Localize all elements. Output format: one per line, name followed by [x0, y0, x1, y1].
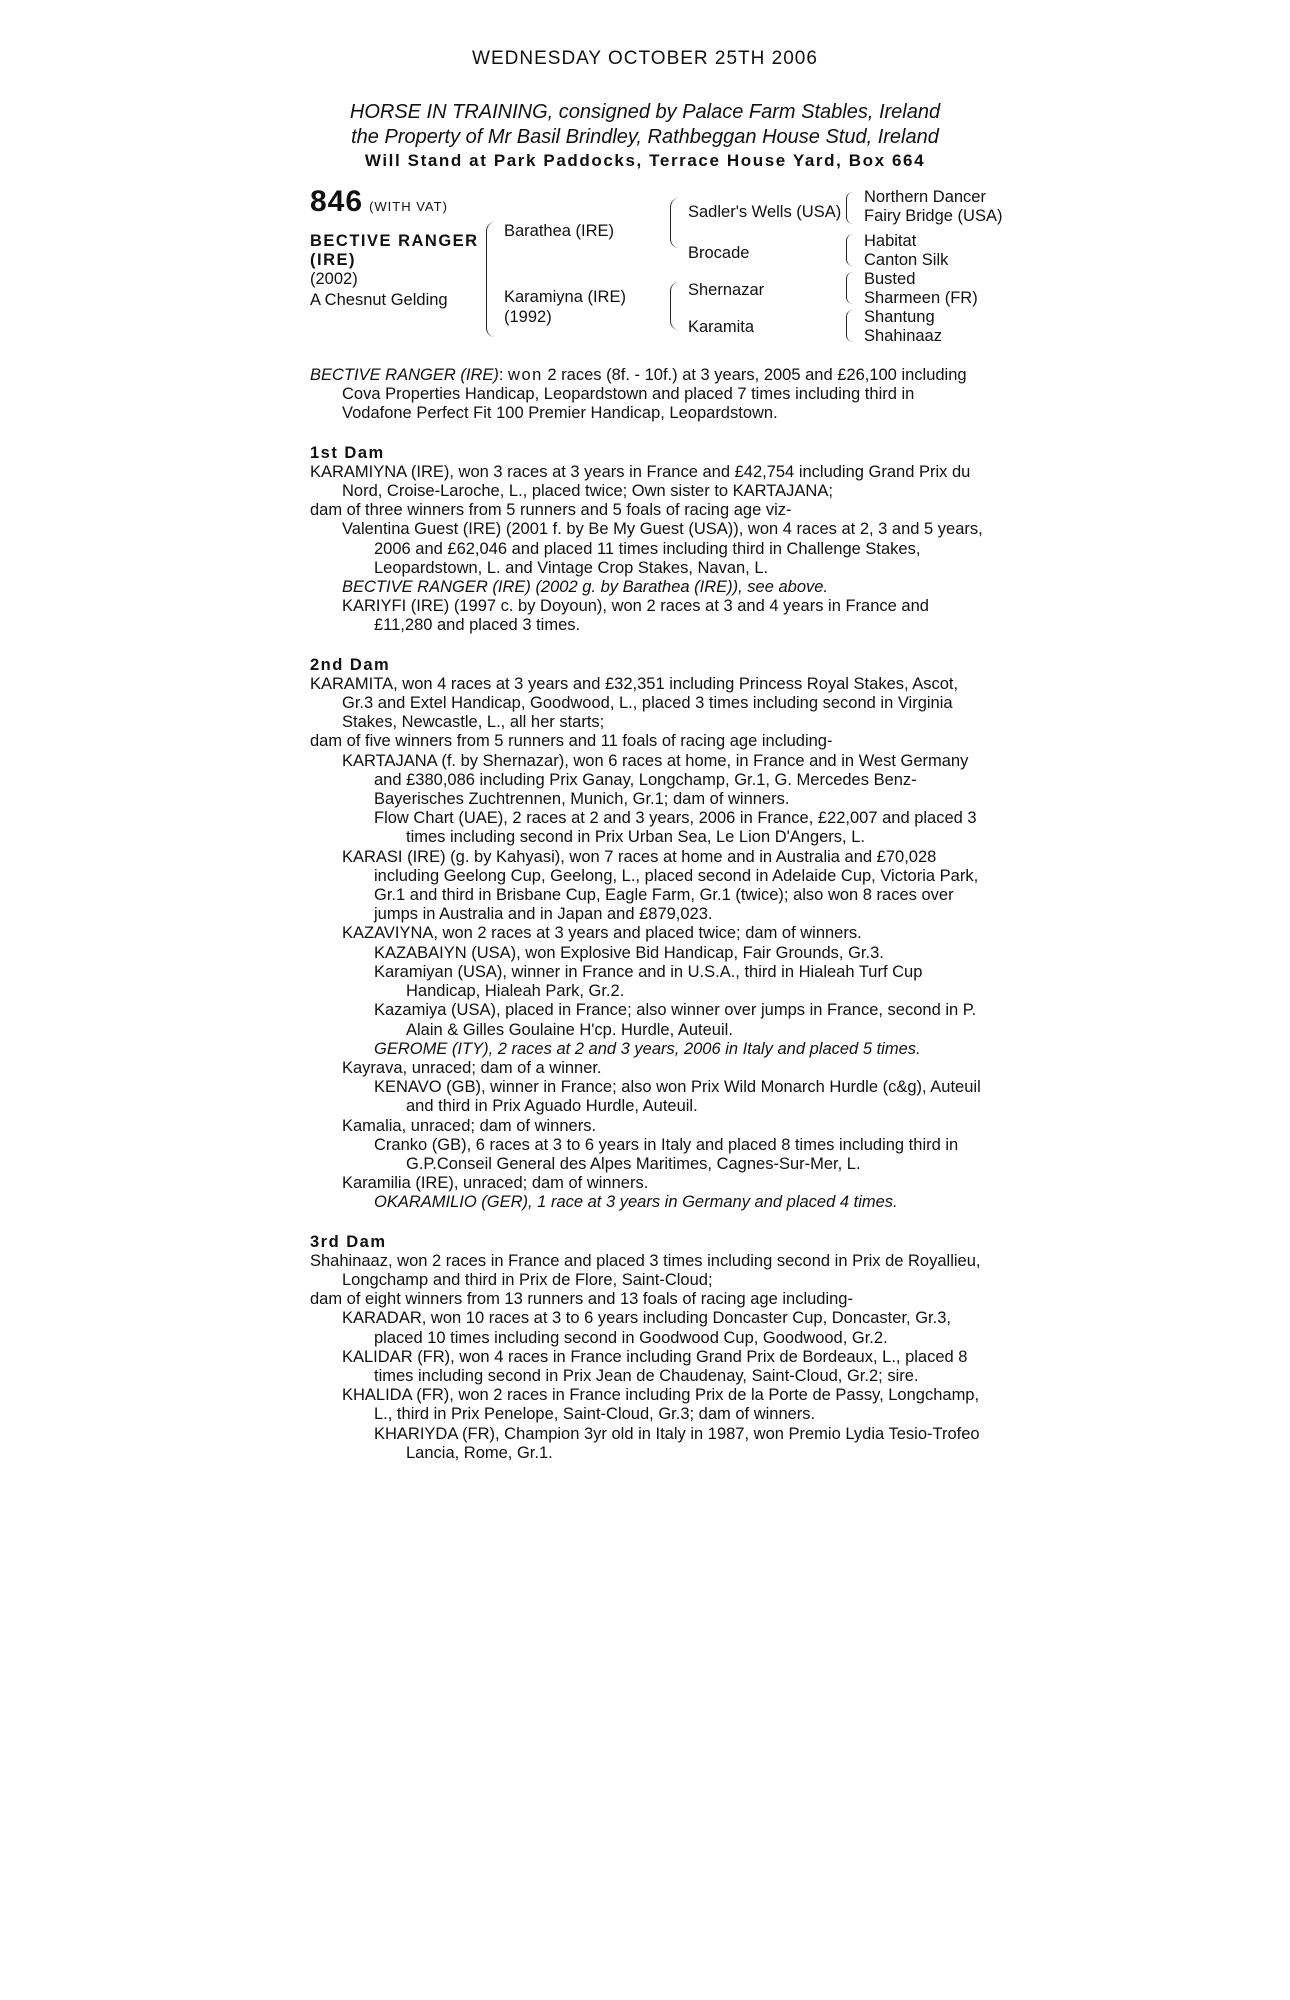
consignment-header [0, 100, 1290, 172]
second-dam-produce-intro: dam of five winners from 5 runners and 11 foals of racing age including- [310, 732, 833, 751]
consignor-line: HORSE IN TRAINING, consigned by Palace Farm Stables, Ireland [349, 101, 941, 123]
second-dam-grandproduce: Cranko (GB), 6 races at 3 to 6 years in Italy and placed 8 times including third in G.P.Conseil General des Alpes Maritimes, Cagnes-Sur-Mer, L. [374, 1135, 959, 1173]
summary-text: 2 races (8f. - 10f.) at 3 years, 2005 and £26,100 including Cova Properties Handicap, Leopardstown and placed 7 times including third in Vodafone Perfect Fit 100 Premier Handicap, Leopardstown. [342, 366, 967, 423]
second-dam-produce: KAZAVIYNA, won 2 races at 3 years and placed twice; dam of winners. [342, 924, 862, 943]
second-dam-produce: Karamilia (IRE), unraced; dam of winners. [342, 1174, 649, 1193]
dam-sire: Shernazar [688, 281, 765, 299]
sire-sire: Sadler's Wells (USA) [688, 203, 842, 221]
horse-year: (2002) [310, 270, 358, 288]
second-dam-grandproduce: OKARAMILIO (GER), 1 race at 3 years in Germany and placed 4 times. [374, 1193, 898, 1212]
second-dam-grandproduce: KENAVO (GB), winner in France; also won Prix Wild Monarch Hurdle (c&g), Auteuil and third in Prix Aguado Hurdle, Auteuil. [374, 1078, 981, 1116]
gen3-6: Sharmeen (FR) [864, 289, 978, 307]
pedigree-brace [846, 272, 853, 304]
second-dam-line: KARAMITA, won 4 races at 3 years and £32,351 including Princess Royal Stakes, Ascot, Gr.3 and Extel Handicap, Goodwood, L., placed 3 times including second in Virginia Stakes, Newcastle, L., all her starts; [310, 674, 959, 732]
first-dam-heading: 1st Dam [310, 443, 385, 462]
catalogue-text [310, 366, 985, 1463]
first-dam-produce: BECTIVE RANGER (IRE) (2002 g. by Barathea (IRE)), see above. [342, 578, 829, 597]
pedigree-brace [486, 222, 495, 337]
dam-year: (1992) [504, 308, 552, 326]
pedigree-brace [846, 234, 853, 266]
second-dam-grandproduce: KAZABAIYN (USA), won Explosive Bid Handicap, Fair Grounds, Gr.3. [374, 943, 884, 962]
pedigree-brace [846, 310, 853, 342]
summary-colon: : [498, 366, 509, 384]
third-dam-produce-intro: dam of eight winners from 13 runners and 13 foals of racing age including- [310, 1290, 853, 1309]
vat-label: (WITH VAT) [369, 199, 448, 214]
summary-paragraph [310, 366, 985, 424]
first-dam-produce: KARIYFI (IRE) (1997 c. by Doyoun), won 2 races at 3 and 4 years in France and £11,280 and placed 3 times. [342, 597, 929, 635]
second-dam-produce: KARTAJANA (f. by Shernazar), won 6 races at home, in France and in West Germany and £380,086 including Prix Ganay, Longchamp, Gr.1, G. Mercedes Benz-Bayerisches Zuchtrennen, Munich, Gr.1; dam of winners. [342, 751, 969, 809]
horse-name [310, 232, 479, 270]
third-dam-grandproduce: KHARIYDA (FR), Champion 3yr old in Italy in 1987, won Premio Lydia Tesio-Trofeo Lancia, Rome, Gr.1. [374, 1424, 980, 1462]
pedigree-brace [670, 282, 679, 330]
gen3-4: Canton Silk [864, 251, 949, 269]
pedigree-brace [670, 198, 679, 248]
horse-name-line1: BECTIVE RANGER [310, 232, 479, 250]
third-dam-produce: KARADAR, won 10 races at 3 to 6 years including Doncaster Cup, Doncaster, Gr.3, placed 10 times including second in Goodwood Cup, Goodwood, Gr.2. [342, 1309, 951, 1347]
gen3-1: Northern Dancer [864, 188, 986, 206]
first-dam-produce: Valentina Guest (IRE) (2001 f. by Be My Guest (USA)), won 4 races at 2, 3 and 5 years, 2006 and £62,046 and placed 11 times including third in Challenge Stakes, Leopardstown, L. and Vintage Crop Stakes, Navan, L. [342, 520, 983, 577]
second-dam-heading: 2nd Dam [310, 655, 391, 674]
first-dam-line: KARAMIYNA (IRE), won 3 races at 3 years in France and £42,754 including Grand Prix du Nord, Croise-Laroche, L., placed twice; Own sister to KARTAJANA; [310, 462, 971, 501]
second-dam-grandproduce: Karamiyan (USA), winner in France and in U.S.A., third in Hialeah Turf Cup Handicap, Hialeah Park, Gr.2. [374, 962, 923, 1001]
third-dam-line: Shahinaaz, won 2 races in France and placed 3 times including second in Prix de Royallieu, Longchamp and third in Prix de Flore, Saint-Cloud; [310, 1251, 981, 1289]
horse-name-line2: (IRE) [310, 251, 356, 269]
second-dam-produce: Kamalia, unraced; dam of winners. [342, 1116, 597, 1135]
second-dam-grandproduce: Kazamiya (USA), placed in France; also winner over jumps in France, second in P. Alain & Gilles Goulaine H'cp. Hurdle, Auteuil. [374, 1001, 977, 1039]
dam: Karamiyna (IRE) [504, 288, 626, 306]
second-dam-produce: KARASI (IRE) (g. by Kahyasi), won 7 races at home and in Australia and £70,028 including Geelong Cup, Geelong, L., placed second in Adelaide Cup, Victoria Park, Gr.1 and third in Brisbane Cup, Eagle Farm, Gr.1 (twice); also won 8 races over jumps in Australia and in Japan and £879,023. [342, 847, 979, 924]
lot-number [310, 185, 448, 218]
sire: Barathea (IRE) [504, 222, 615, 240]
gen3-3: Habitat [864, 232, 917, 250]
gen3-2: Fairy Bridge (USA) [864, 207, 1003, 225]
gen3-7: Shantung [864, 308, 935, 326]
owner-line: the Property of Mr Basil Brindley, Rathbeggan House Stud, Ireland [351, 126, 939, 148]
second-dam-produce: Kayrava, unraced; dam of a winner. [342, 1058, 602, 1077]
dam-dam: Karamita [688, 318, 755, 336]
pedigree-block [310, 185, 1010, 352]
gen3-8: Shahinaaz [864, 327, 942, 345]
third-dam-produce: KALIDAR (FR), won 4 races in France including Grand Prix de Bordeaux, L., placed 8 times including second in Prix Jean de Chaudenay, Saint-Cloud, Gr.2; sire. [342, 1347, 968, 1385]
summary-won: won [508, 366, 543, 384]
pedigree-brace [846, 192, 853, 224]
third-dam-produce: KHALIDA (FR), won 2 races in France including Prix de la Porte de Passy, Longchamp, L., third in Prix Penelope, Saint-Cloud, Gr.3; dam of winners. [342, 1386, 980, 1424]
sire-dam: Brocade [688, 244, 750, 262]
sale-date: WEDNESDAY OCTOBER 25TH 2006 [472, 48, 818, 69]
first-dam-produce-intro: dam of three winners from 5 runners and 5 foals of racing age viz- [310, 501, 792, 520]
gen3-5: Busted [864, 270, 916, 288]
stand-location: Will Stand at Park Paddocks, Terrace House Yard, Box 664 [364, 151, 926, 170]
second-dam-grandproduce: GEROME (ITY), 2 races at 2 and 3 years, 2006 in Italy and placed 5 times. [374, 1039, 921, 1058]
third-dam-heading: 3rd Dam [310, 1232, 387, 1251]
lot-number-value: 846 [310, 185, 364, 218]
summary-horse-name: BECTIVE RANGER (IRE) [310, 366, 499, 384]
horse-description: A Chesnut Gelding [310, 291, 448, 309]
second-dam-grandproduce: Flow Chart (UAE), 2 races at 2 and 3 years, 2006 in France, £22,007 and placed 3 times including second in Prix Urban Sea, Le Lion D'Angers, L. [374, 809, 977, 847]
